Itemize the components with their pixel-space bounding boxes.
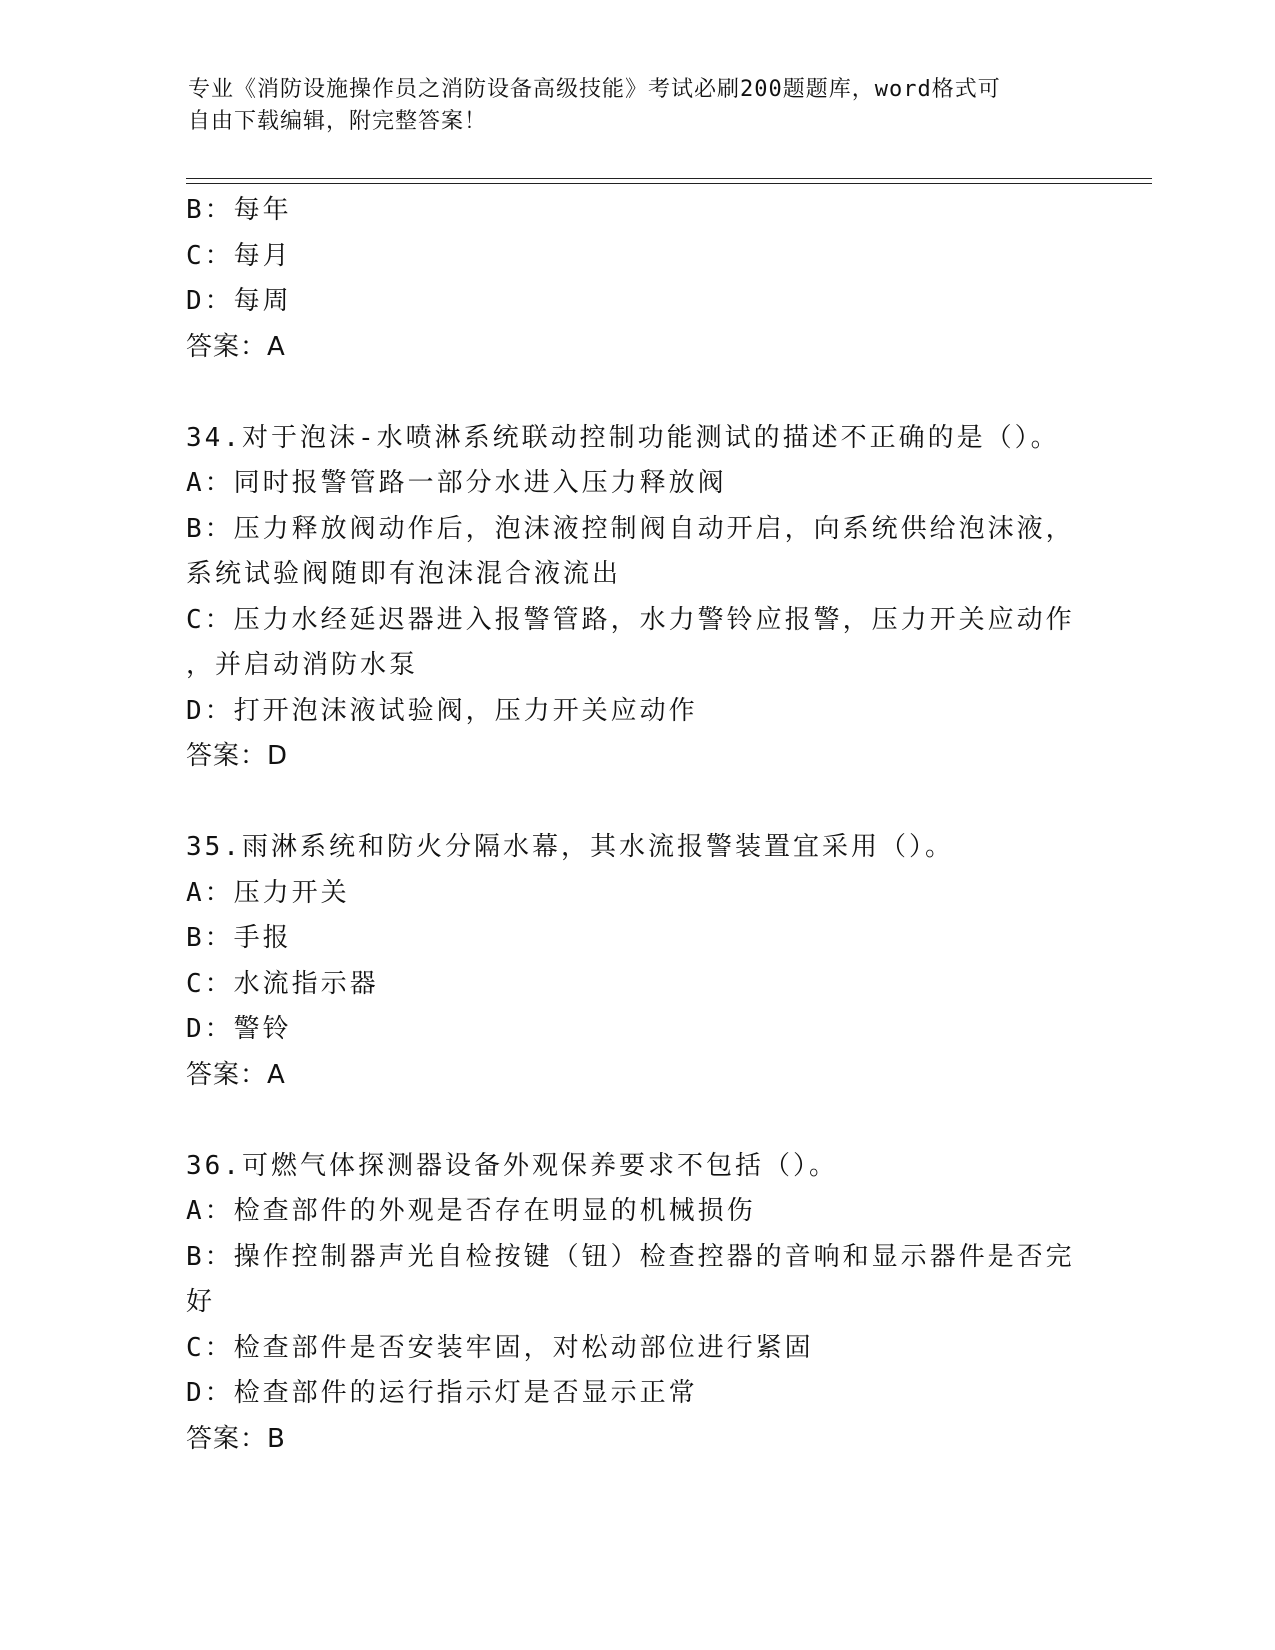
header-divider-top bbox=[186, 178, 1152, 179]
spacer bbox=[186, 780, 1086, 826]
option-b: B：操作控制器声光自检按键（钮）检查控器的音响和显示器件是否完 bbox=[186, 1241, 1075, 1272]
spacer bbox=[186, 1098, 1086, 1144]
question-block-33 bbox=[186, 188, 1086, 370]
spacer bbox=[186, 370, 1086, 416]
question-block-36 bbox=[186, 1144, 1086, 1463]
option-b-continued: 好 bbox=[186, 1287, 216, 1317]
option-c: C：每月 bbox=[186, 240, 292, 271]
answer-line: 答案：D bbox=[186, 741, 289, 771]
question-text: 36.可燃气体探测器设备外观保养要求不包括（）。 bbox=[186, 1150, 838, 1181]
option-c: C：水流指示器 bbox=[186, 968, 379, 999]
option-a: A：检查部件的外观是否存在明显的机械损伤 bbox=[186, 1196, 756, 1226]
question-text: 34.对于泡沫-水喷淋系统联动控制功能测试的描述不正确的是（）。 bbox=[186, 422, 1060, 453]
option-a: A：压力开关 bbox=[186, 877, 350, 908]
option-d: D：打开泡沫液试验阀，压力开关应动作 bbox=[186, 695, 698, 726]
option-d: D：警铃 bbox=[186, 1014, 292, 1044]
option-d: D：每周 bbox=[186, 286, 292, 316]
question-text: 35.雨淋系统和防火分隔水幕，其水流报警装置宜采用（）。 bbox=[186, 832, 954, 862]
header-line-1: 专业《消防设施操作员之消防设备高级技能》考试必刷200题题库，word格式可 bbox=[188, 77, 1001, 102]
question-block-35 bbox=[186, 825, 1086, 1098]
page-header bbox=[188, 74, 1088, 138]
question-block-34 bbox=[186, 416, 1086, 780]
option-c: C：压力水经延迟器进入报警管路，水力警铃应报警，压力开关应动作 bbox=[186, 604, 1075, 635]
option-d: D：检查部件的运行指示灯是否显示正常 bbox=[186, 1378, 698, 1408]
answer-line: 答案：A bbox=[186, 331, 286, 362]
option-c: C：检查部件是否安装牢固，对松动部位进行紧固 bbox=[186, 1332, 814, 1363]
question-list bbox=[186, 188, 1086, 1462]
option-c-continued: ，并启动消防水泵 bbox=[186, 650, 419, 680]
header-line-2: 自由下载编辑，附完整答案！ bbox=[188, 109, 488, 134]
answer-line: 答案：B bbox=[186, 1423, 286, 1454]
option-b-continued: 系统试验阀随即有泡沫混合液流出 bbox=[186, 559, 622, 589]
option-a: A：同时报警管路一部分水进入压力释放阀 bbox=[186, 468, 727, 498]
option-b: B：每年 bbox=[186, 195, 292, 225]
header-divider-bottom bbox=[186, 183, 1152, 184]
option-b: B：压力释放阀动作后，泡沫液控制阀自动开启，向系统供给泡沫液， bbox=[186, 513, 1075, 544]
option-b: B：手报 bbox=[186, 923, 292, 953]
answer-line: 答案：A bbox=[186, 1059, 286, 1090]
